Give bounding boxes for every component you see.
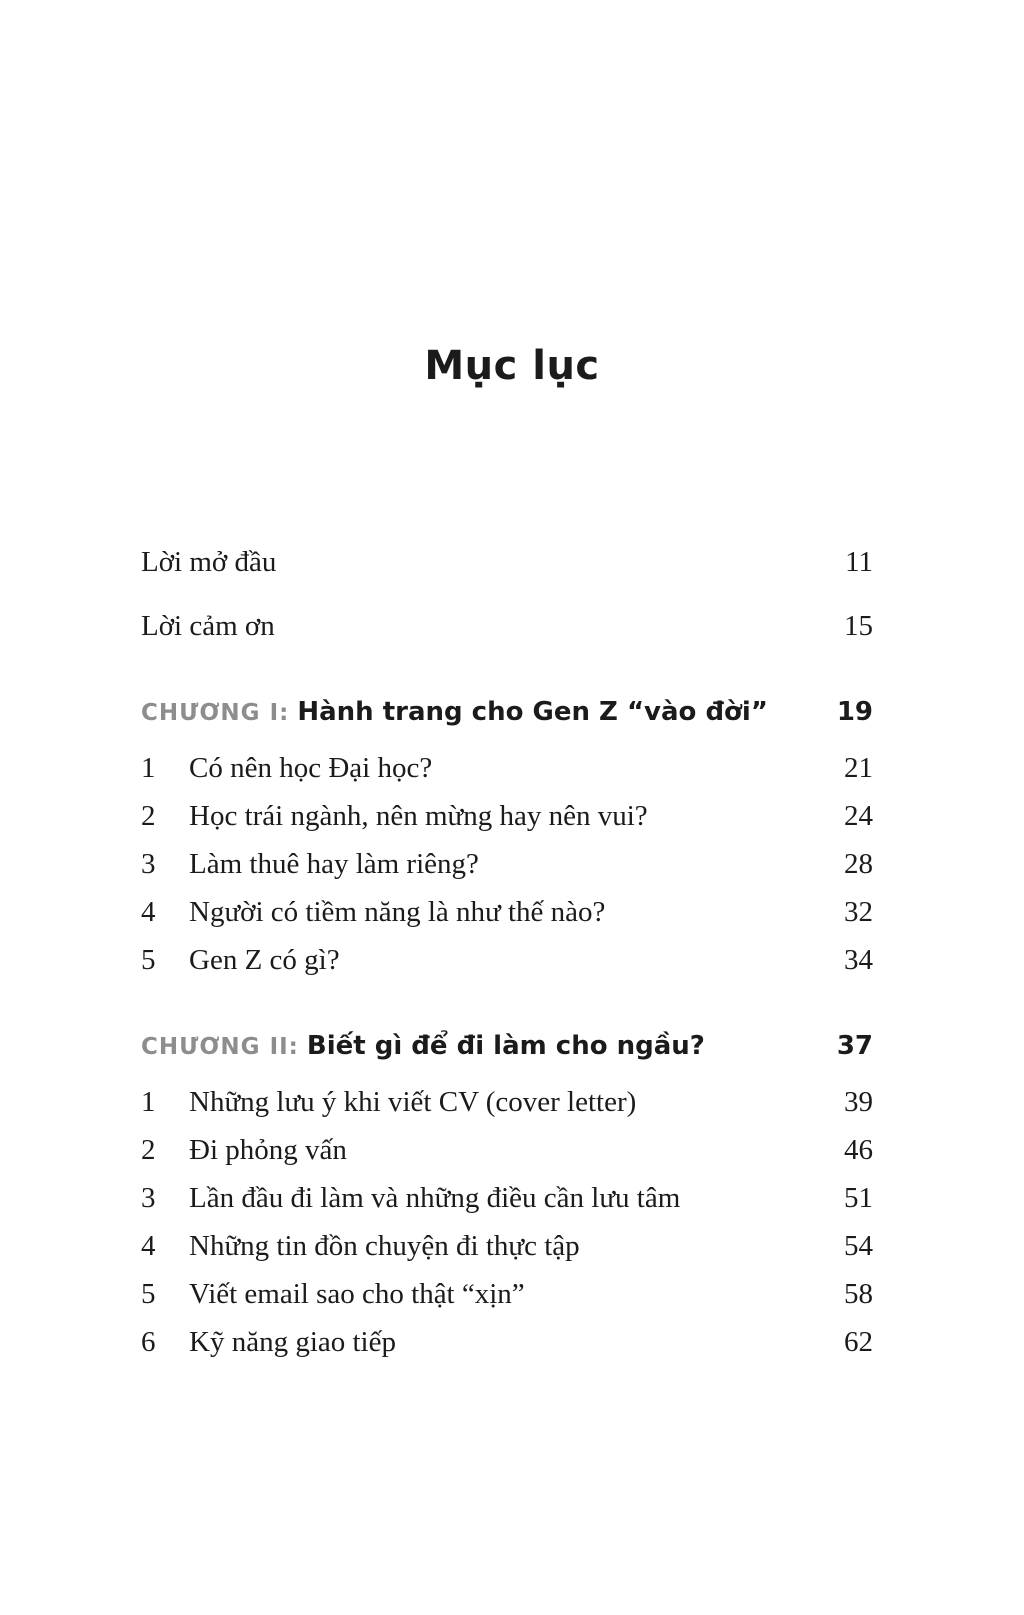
toc-entry-page: 11 — [845, 546, 873, 578]
chapter-title: Biết gì để đi làm cho ngầu? — [306, 1031, 705, 1061]
toc-entry-page: 34 — [844, 944, 873, 976]
toc-entry-number: 2 — [141, 1134, 156, 1166]
toc-entry — [141, 1130, 873, 1170]
toc-entry — [141, 844, 873, 884]
toc-entry-number: 2 — [141, 800, 156, 832]
toc-entry-preface — [141, 542, 873, 582]
toc-entry-page: 51 — [844, 1182, 873, 1214]
toc-entry-number: 1 — [141, 752, 156, 784]
toc-entry-label: Kỹ năng giao tiếp — [189, 1326, 396, 1358]
toc-entry-page: 54 — [844, 1230, 873, 1262]
toc-entry-number: 5 — [141, 944, 156, 976]
toc-entry-label: Gen Z có gì? — [189, 944, 340, 976]
toc-entry-page: 58 — [844, 1278, 873, 1310]
toc-entry-page: 46 — [844, 1134, 873, 1166]
toc-entry-label: Lần đầu đi làm và những điều cần lưu tâm — [189, 1182, 681, 1214]
toc-entry-page: 28 — [844, 848, 873, 880]
toc-entry-label: Đi phỏng vấn — [189, 1134, 347, 1166]
chapter-prefix: CHƯƠNG I: — [141, 700, 290, 726]
chapter-prefix: CHƯƠNG II: — [141, 1034, 299, 1060]
toc-entry-number: 4 — [141, 896, 156, 928]
toc-entry-number: 3 — [141, 1182, 156, 1214]
chapter-heading-2 — [141, 1026, 873, 1067]
toc-entry-label: Lời mở đầu — [141, 546, 277, 578]
toc-entry-label: Những tin đồn chuyện đi thực tập — [189, 1230, 580, 1262]
toc-entry-label: Học trái ngành, nên mừng hay nên vui? — [189, 800, 648, 832]
toc-entry — [141, 1322, 873, 1362]
chapter-page: 19 — [836, 697, 873, 727]
toc-entry-page: 21 — [844, 752, 873, 784]
toc-entry — [141, 796, 873, 836]
toc-entry-page: 15 — [844, 610, 873, 642]
toc-entry-number: 5 — [141, 1278, 156, 1310]
toc-entry — [141, 1178, 873, 1218]
toc-entry-label: Lời cảm ơn — [141, 610, 275, 642]
toc-entry-label: Những lưu ý khi viết CV (cover letter) — [189, 1086, 637, 1118]
chapter-title: Hành trang cho Gen Z “vào đời” — [297, 697, 768, 727]
toc-entry-acknowledgements — [141, 606, 873, 646]
toc-entry-label: Làm thuê hay làm riêng? — [189, 848, 479, 880]
chapter-heading-1 — [141, 692, 873, 733]
toc-entry — [141, 1082, 873, 1122]
toc-entry-label: Có nên học Đại học? — [189, 752, 433, 784]
chapter-page: 37 — [836, 1031, 873, 1061]
toc-entry — [141, 1274, 873, 1314]
toc-entry-number: 4 — [141, 1230, 156, 1262]
toc-entry-label: Người có tiềm năng là như thế nào? — [189, 896, 606, 928]
toc-entry — [141, 940, 873, 980]
toc-entry — [141, 748, 873, 788]
toc-entry-page: 62 — [844, 1326, 873, 1358]
toc-entry-number: 6 — [141, 1326, 156, 1358]
toc-entry-page: 39 — [844, 1086, 873, 1118]
toc-entry — [141, 892, 873, 932]
toc-entry-page: 32 — [844, 896, 873, 928]
page-title: Mục lục — [424, 343, 600, 389]
toc-entry-page: 24 — [844, 800, 873, 832]
toc-entry — [141, 1226, 873, 1266]
toc-entry-number: 1 — [141, 1086, 156, 1118]
toc-entry-label: Viết email sao cho thật “xịn” — [189, 1278, 525, 1310]
toc-entry-number: 3 — [141, 848, 156, 880]
